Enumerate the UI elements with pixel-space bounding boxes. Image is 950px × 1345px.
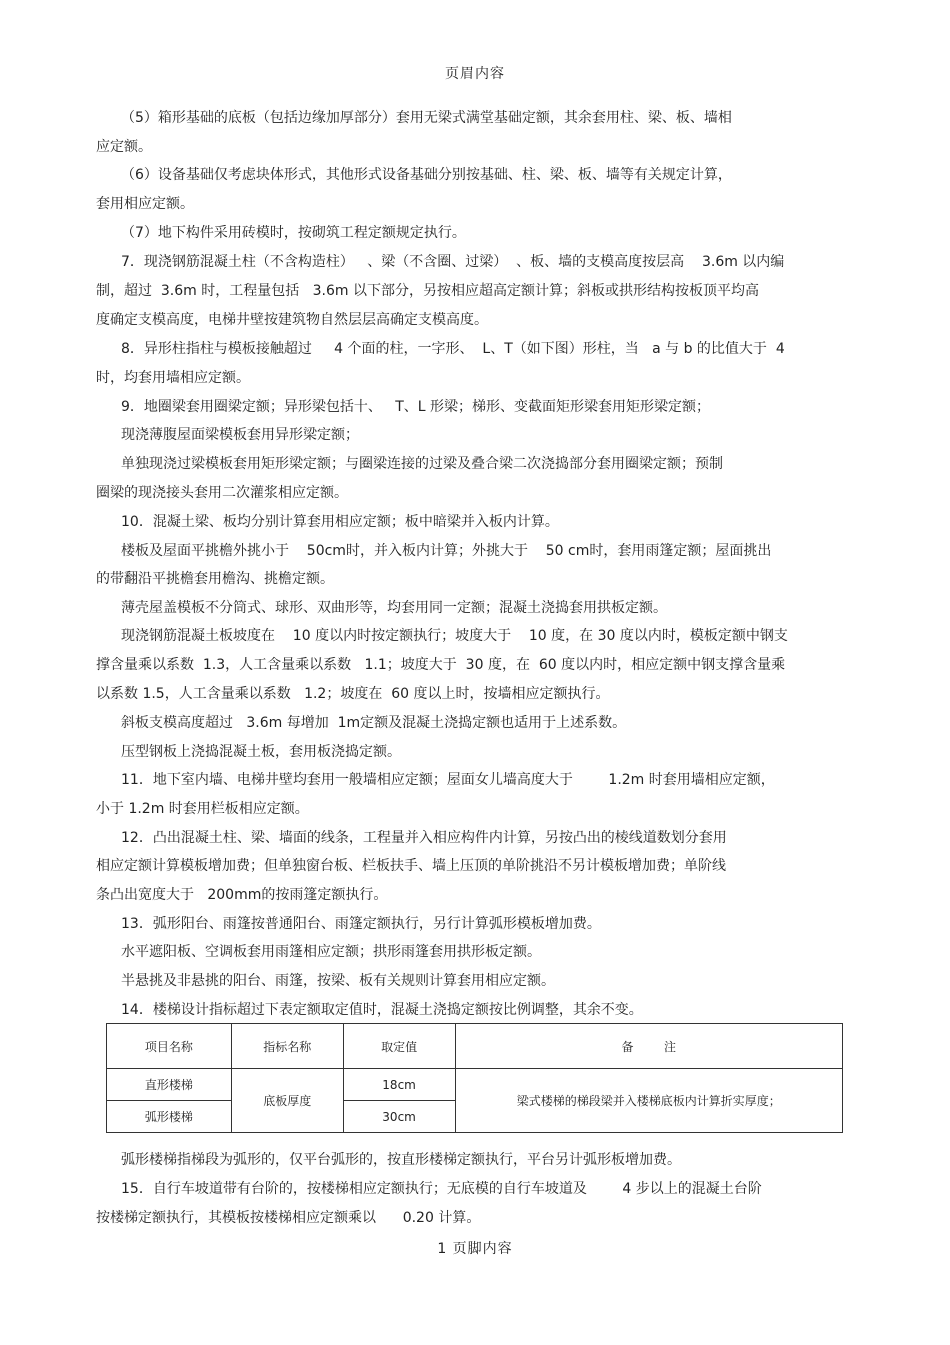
paragraph-line: 现浇薄腹屋面梁模板套用异形梁定额；	[121, 427, 359, 443]
paragraph-line: （5）箱形基础的底板（包括边缘加厚部分）套用无梁式满堂基础定额，其余套用柱、梁、板、墙相	[121, 110, 732, 126]
table-header-row	[107, 1024, 843, 1069]
page-header: 页眉内容	[445, 66, 505, 82]
paragraph-line: 条凸出宽度大于 200mm的按雨篷定额执行。	[96, 887, 388, 903]
paragraph-line: （7）地下构件采用砖模时，按砌筑工程定额规定执行。	[121, 225, 466, 241]
table-row	[107, 1069, 843, 1101]
paragraph-line: 7．现浇钢筋混凝土柱（不含构造柱） 、梁（不含圈、过梁） 、板、墙的支模高度按层高 3.6m 以内编	[121, 254, 785, 270]
table-header-cell: 指标名称	[231, 1024, 343, 1069]
table-cell-value: 30cm	[343, 1101, 455, 1133]
paragraph-line: 相应定额计算模板增加费；但单独窗台板、栏板扶手、墙上压顶的单阶挑沿不另计模板增加费；单阶线	[96, 858, 726, 874]
paragraph-line: 13．弧形阳台、雨篷按普通阳台、雨篷定额执行，另行计算弧形模板增加费。	[121, 916, 601, 932]
paragraph-line: （6）设备基础仅考虑块体形式，其他形式设备基础分别按基础、柱、梁、板、墙等有关规定计算，	[121, 167, 732, 183]
paragraph-line: 斜板支模高度超过 3.6m 每增加 1m定额及混凝土浇捣定额也适用于上述系数。	[121, 715, 627, 731]
paragraph-line: 11．地下室内墙、电梯井壁均套用一般墙相应定额；屋面女儿墙高度大于 1.2m 时套用墙相应定额，	[121, 772, 775, 788]
paragraph-line: 应定额。	[96, 139, 152, 155]
table-cell-indicator: 底板厚度	[231, 1069, 343, 1133]
paragraph-line: 制，超过 3.6m 时，工程量包括 3.6m 以下部分，另按相应超高定额计算；斜板或拱形结构按板顶平均高	[96, 283, 759, 299]
paragraph-line: 圈梁的现浇接头套用二次灌浆相应定额。	[96, 485, 348, 501]
paragraph-line: 单独现浇过梁模板套用矩形梁定额；与圈梁连接的过梁及叠合梁二次浇捣部分套用圈梁定额；预制	[121, 456, 723, 472]
paragraph-line: 15．自行车坡道带有台阶的，按楼梯相应定额执行；无底模的自行车坡道及 4 步以上的混凝土台阶	[121, 1181, 762, 1197]
paragraph-line: 12．凸出混凝土柱、梁、墙面的线条，工程量并入相应构件内计算，另按凸出的棱线道数划分套用	[121, 830, 727, 846]
table-header-cell: 取定值	[343, 1024, 455, 1069]
table-cell-note: 梁式楼梯的梯段梁并入楼梯底板内计算折实厚度；	[455, 1069, 842, 1133]
paragraph-line: 小于 1.2m 时套用栏板相应定额。	[96, 801, 309, 817]
table-cell-item: 直形楼梯	[107, 1069, 232, 1101]
paragraph-line: 水平遮阳板、空调板套用雨篷相应定额；拱形雨篷套用拱形板定额。	[121, 944, 541, 960]
paragraph-line: 10．混凝土梁、板均分别计算套用相应定额；板中暗梁并入板内计算。	[121, 514, 559, 530]
paragraph-line: 弧形楼梯指梯段为弧形的，仅平台弧形的，按直形楼梯定额执行，平台另计弧形板增加费。	[121, 1152, 681, 1168]
paragraph-line: 时，均套用墙相应定额。	[96, 370, 250, 386]
paragraph-line: 套用相应定额。	[96, 196, 194, 212]
paragraph-line: 现浇钢筋混凝土板坡度在 10 度以内时按定额执行；坡度大于 10 度，在 30 度以内时，模板定额中钢支	[121, 628, 788, 644]
paragraph-line: 半悬挑及非悬挑的阳台、雨篷，按梁、板有关规则计算套用相应定额。	[121, 973, 555, 989]
paragraph-line: 楼板及屋面平挑檐外挑小于 50cm时，并入板内计算；外挑大于 50 cm时，套用雨篷定额；屋面挑出	[121, 543, 772, 559]
paragraph-line: 压型钢板上浇捣混凝土板，套用板浇捣定额。	[121, 744, 401, 760]
paragraph-line: 度确定支模高度，电梯井壁按建筑物自然层层高确定支模高度。	[96, 312, 488, 328]
paragraph-line: 9．地圈梁套用圈梁定额；异形梁包括十、 T、L 形梁；梯形、变截面矩形梁套用矩形梁定额；	[121, 399, 711, 415]
paragraph-line: 以系数 1.5，人工含量乘以系数 1.2；坡度在 60 度以上时，按墙相应定额执行。	[96, 686, 610, 702]
paragraph-line: 的带翻沿平挑檐套用檐沟、挑檐定额。	[96, 571, 334, 587]
page-footer: 1 页脚内容	[437, 1241, 513, 1257]
table-cell-item: 弧形楼梯	[107, 1101, 232, 1133]
stair-index-table	[106, 1023, 843, 1133]
table-header-cell: 备 注	[455, 1024, 842, 1069]
paragraph-line: 8．异形柱指柱与模板接触超过 4 个面的柱，一字形、 L、T（如下图）形柱，当 a 与 b 的比值大于 4	[121, 341, 785, 357]
table-cell-value: 18cm	[343, 1069, 455, 1101]
paragraph-line: 按楼梯定额执行，其模板按楼梯相应定额乘以 0.20 计算。	[96, 1210, 481, 1226]
paragraph-line: 薄壳屋盖模板不分筒式、球形、双曲形等，均套用同一定额；混凝土浇捣套用拱板定额。	[121, 600, 667, 616]
table-header-cell: 项目名称	[107, 1024, 232, 1069]
paragraph-line: 14．楼梯设计指标超过下表定额取定值时，混凝土浇捣定额按比例调整，其余不变。	[121, 1002, 643, 1018]
paragraph-line: 撑含量乘以系数 1.3，人工含量乘以系数 1.1；坡度大于 30 度，在 60 度以内时，相应定额中钢支撑含量乘	[96, 657, 786, 673]
